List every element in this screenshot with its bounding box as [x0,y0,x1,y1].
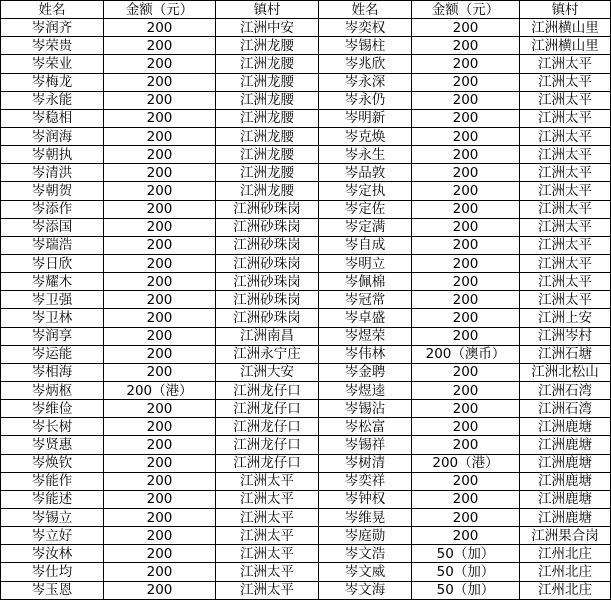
table-row [1,563,611,581]
name-cell: 岑日欣 [1,254,104,272]
amount-cell: 200 [104,146,216,164]
name-cell: 岑明立 [319,254,412,272]
village-cell: 江洲砂珠岗 [216,273,319,291]
table-row [1,37,611,55]
name-cell: 岑仕均 [1,563,104,581]
name-cell: 岑能作 [1,472,104,490]
village-cell: 江州北庄 [520,545,611,563]
village-cell: 江洲龙仔口 [216,400,319,418]
table-row [1,200,611,218]
amount-cell: 200 [104,73,216,91]
header-name: 姓名 [1,1,104,19]
amount-cell: 200 [104,127,216,145]
amount-cell: 200（港） [104,381,216,399]
amount-cell: 200 [104,527,216,545]
name-cell: 岑锡祥 [319,436,412,454]
amount-cell: 200 [412,363,520,381]
name-cell: 岑长树 [1,418,104,436]
name-cell: 岑锡柱 [319,37,412,55]
table-row [1,527,611,545]
name-cell: 岑奕权 [319,19,412,37]
amount-cell: 200 [412,73,520,91]
name-cell: 岑定满 [319,218,412,236]
amount-cell: 200 [412,55,520,73]
table-row [1,254,611,272]
village-cell: 江洲太平 [520,291,611,309]
village-cell: 江洲横山里 [520,19,611,37]
amount-cell: 200 [412,19,520,37]
name-cell: 岑朝执 [1,146,104,164]
name-cell: 岑松富 [319,418,412,436]
village-cell: 江洲中安 [216,19,319,37]
name-cell: 岑永深 [319,73,412,91]
name-cell: 岑永仍 [319,91,412,109]
name-cell: 岑炳枢 [1,381,104,399]
amount-cell: 200 [104,418,216,436]
name-cell: 岑维晃 [319,508,412,526]
amount-cell: 200 [104,182,216,200]
village-cell: 江州北庄 [520,563,611,581]
header-village: 镇村 [520,1,611,19]
name-cell: 岑伟林 [319,345,412,363]
village-cell: 江洲鹿塘 [520,508,611,526]
village-cell: 江洲鹿塘 [520,436,611,454]
amount-cell: 200 [104,545,216,563]
name-cell: 岑玉恩 [1,581,104,599]
amount-cell: 200（澳币） [412,345,520,363]
amount-cell: 50（加） [412,581,520,599]
name-cell: 岑金聘 [319,363,412,381]
amount-cell: 200 [412,309,520,327]
village-cell: 江洲石湾 [520,381,611,399]
village-cell: 江洲龙仔口 [216,454,319,472]
amount-cell: 200 [412,291,520,309]
village-cell: 江洲砂珠岗 [216,291,319,309]
village-cell: 江洲太平 [520,109,611,127]
header-row [1,1,611,19]
village-cell: 江洲太平 [216,508,319,526]
village-cell: 江洲横山里 [520,37,611,55]
village-cell: 江洲太平 [520,236,611,254]
amount-cell: 200 [104,508,216,526]
village-cell: 江洲上安 [520,309,611,327]
table-row [1,327,611,345]
table-row [1,490,611,508]
village-cell: 江洲龙腰 [216,127,319,145]
village-cell: 江洲砂珠岗 [216,218,319,236]
amount-cell: 50（加） [412,545,520,563]
village-cell: 江洲龙腰 [216,73,319,91]
amount-cell: 200 [412,436,520,454]
village-cell: 江洲龙腰 [216,109,319,127]
name-cell: 岑冠常 [319,291,412,309]
amount-cell: 200 [104,581,216,599]
amount-cell: 200 [412,91,520,109]
name-cell: 岑清洪 [1,164,104,182]
name-cell: 岑添国 [1,218,104,236]
village-cell: 江洲砂珠岗 [216,200,319,218]
table-row [1,381,611,399]
name-cell: 岑梅龙 [1,73,104,91]
amount-cell: 200 [104,400,216,418]
name-cell: 岑定执 [319,182,412,200]
table-row [1,581,611,599]
amount-cell: 200（港） [412,454,520,472]
name-cell: 岑文海 [319,581,412,599]
village-cell: 江洲鹿塘 [520,418,611,436]
village-cell: 江洲龙腰 [216,146,319,164]
village-cell: 江洲太平 [520,146,611,164]
name-cell: 岑汝林 [1,545,104,563]
table-row [1,91,611,109]
village-cell: 江洲龙腰 [216,91,319,109]
amount-cell: 200 [104,309,216,327]
amount-cell: 200 [104,454,216,472]
name-cell: 岑焕钦 [1,454,104,472]
village-cell: 江洲鹿塘 [520,454,611,472]
name-cell: 岑润享 [1,327,104,345]
name-cell: 岑永能 [1,91,104,109]
village-cell: 江洲太平 [520,127,611,145]
amount-cell: 200 [412,381,520,399]
name-cell: 岑卓盛 [319,309,412,327]
name-cell: 岑能述 [1,490,104,508]
village-cell: 江州北庄 [520,581,611,599]
village-cell: 江洲龙腰 [216,164,319,182]
name-cell: 岑添作 [1,200,104,218]
village-cell: 江洲太平 [216,527,319,545]
amount-cell: 200 [104,55,216,73]
name-cell: 岑相海 [1,363,104,381]
header-village: 镇村 [216,1,319,19]
name-cell: 岑奕祥 [319,472,412,490]
village-cell: 江洲太平 [520,254,611,272]
name-cell: 岑钟权 [319,490,412,508]
amount-cell: 200 [104,436,216,454]
name-cell: 岑明新 [319,109,412,127]
amount-cell: 200 [412,200,520,218]
table-row [1,236,611,254]
amount-cell: 200 [104,164,216,182]
amount-cell: 200 [104,109,216,127]
name-cell: 岑品敦 [319,164,412,182]
table-row [1,73,611,91]
village-cell: 江洲太平 [216,490,319,508]
village-cell: 江洲鹿塘 [520,490,611,508]
name-cell: 岑克焕 [319,127,412,145]
amount-cell: 200 [412,37,520,55]
amount-cell: 200 [104,490,216,508]
village-cell: 江洲太平 [520,55,611,73]
amount-cell: 200 [412,508,520,526]
village-cell: 江洲北松山 [520,363,611,381]
header-amount: 金额（元） [412,1,520,19]
village-cell: 江洲龙腰 [216,37,319,55]
name-cell: 岑润齐 [1,19,104,37]
amount-cell: 200 [412,146,520,164]
village-cell: 江洲太平 [520,182,611,200]
amount-cell: 200 [412,327,520,345]
amount-cell: 200 [104,19,216,37]
name-cell: 岑荣贵 [1,37,104,55]
village-cell: 江洲太平 [216,472,319,490]
name-cell: 岑卫强 [1,291,104,309]
amount-cell: 200 [104,327,216,345]
village-cell: 江洲砂珠岗 [216,254,319,272]
table-row [1,182,611,200]
table-row [1,164,611,182]
amount-cell: 50（加） [412,563,520,581]
village-cell: 江洲岑村 [520,327,611,345]
name-cell: 岑锡立 [1,508,104,526]
village-cell: 江洲龙仔口 [216,381,319,399]
amount-cell: 200 [412,236,520,254]
amount-cell: 200 [104,236,216,254]
amount-cell: 200 [104,291,216,309]
village-cell: 江洲太平 [216,563,319,581]
amount-cell: 200 [412,273,520,291]
table-row [1,309,611,327]
village-cell: 江洲永宁庄 [216,345,319,363]
village-cell: 江洲太平 [520,273,611,291]
name-cell: 岑瑞浩 [1,236,104,254]
table-row [1,109,611,127]
name-cell: 岑定佐 [319,200,412,218]
name-cell: 岑文威 [319,563,412,581]
village-cell: 江洲太平 [520,164,611,182]
village-cell: 江洲石塘 [520,345,611,363]
name-cell: 岑运能 [1,345,104,363]
name-cell: 岑煜逵 [319,381,412,399]
table-row [1,472,611,490]
header-name: 姓名 [319,1,412,19]
table-row [1,400,611,418]
amount-cell: 200 [412,472,520,490]
village-cell: 江洲大安 [216,363,319,381]
village-cell: 江洲太平 [216,581,319,599]
name-cell: 岑煜荣 [319,327,412,345]
amount-cell: 200 [412,164,520,182]
village-cell: 江洲龙腰 [216,55,319,73]
table-row [1,291,611,309]
table-row [1,418,611,436]
table-row [1,345,611,363]
village-cell: 江洲果合岗 [520,527,611,545]
village-cell: 江洲太平 [520,73,611,91]
village-cell: 江洲龙仔口 [216,418,319,436]
name-cell: 岑稳相 [1,109,104,127]
table-row [1,436,611,454]
name-cell: 岑立好 [1,527,104,545]
name-cell: 岑朝贺 [1,182,104,200]
amount-cell: 200 [412,254,520,272]
name-cell: 岑耀木 [1,273,104,291]
name-cell: 岑润海 [1,127,104,145]
village-cell: 江洲鹿塘 [520,472,611,490]
table-row [1,363,611,381]
amount-cell: 200 [412,127,520,145]
name-cell: 岑锡沾 [319,400,412,418]
village-cell: 江洲砂珠岗 [216,309,319,327]
name-cell: 岑永生 [319,146,412,164]
amount-cell: 200 [104,218,216,236]
table-row [1,19,611,37]
table-row [1,508,611,526]
village-cell: 江洲石湾 [520,400,611,418]
amount-cell: 200 [412,400,520,418]
table-row [1,55,611,73]
name-cell: 岑卫林 [1,309,104,327]
name-cell: 岑贤惠 [1,436,104,454]
amount-cell: 200 [412,418,520,436]
amount-cell: 200 [104,200,216,218]
header-amount: 金额（元） [104,1,216,19]
village-cell: 江洲太平 [520,200,611,218]
table-body [1,19,611,600]
amount-cell: 200 [104,254,216,272]
name-cell: 岑树清 [319,454,412,472]
name-cell: 岑兆欣 [319,55,412,73]
amount-cell: 200 [412,490,520,508]
table-row [1,146,611,164]
name-cell: 岑文浩 [319,545,412,563]
amount-cell: 200 [104,273,216,291]
amount-cell: 200 [412,109,520,127]
amount-cell: 200 [104,563,216,581]
village-cell: 江洲太平 [520,218,611,236]
name-cell: 岑荣业 [1,55,104,73]
table-row [1,218,611,236]
village-cell: 江洲砂珠岗 [216,236,319,254]
amount-cell: 200 [412,182,520,200]
village-cell: 江洲太平 [520,91,611,109]
village-cell: 江洲龙腰 [216,182,319,200]
amount-cell: 200 [104,345,216,363]
name-cell: 岑维俭 [1,400,104,418]
amount-cell: 200 [104,363,216,381]
table-row [1,454,611,472]
name-cell: 岑自成 [319,236,412,254]
table-row [1,127,611,145]
table-row [1,273,611,291]
village-cell: 江洲太平 [216,545,319,563]
village-cell: 江洲龙仔口 [216,436,319,454]
amount-cell: 200 [104,91,216,109]
table-row [1,545,611,563]
amount-cell: 200 [412,527,520,545]
amount-cell: 200 [104,472,216,490]
amount-cell: 200 [412,218,520,236]
name-cell: 岑庭勋 [319,527,412,545]
village-cell: 江洲南昌 [216,327,319,345]
name-cell: 岑佩棉 [319,273,412,291]
amount-cell: 200 [104,37,216,55]
